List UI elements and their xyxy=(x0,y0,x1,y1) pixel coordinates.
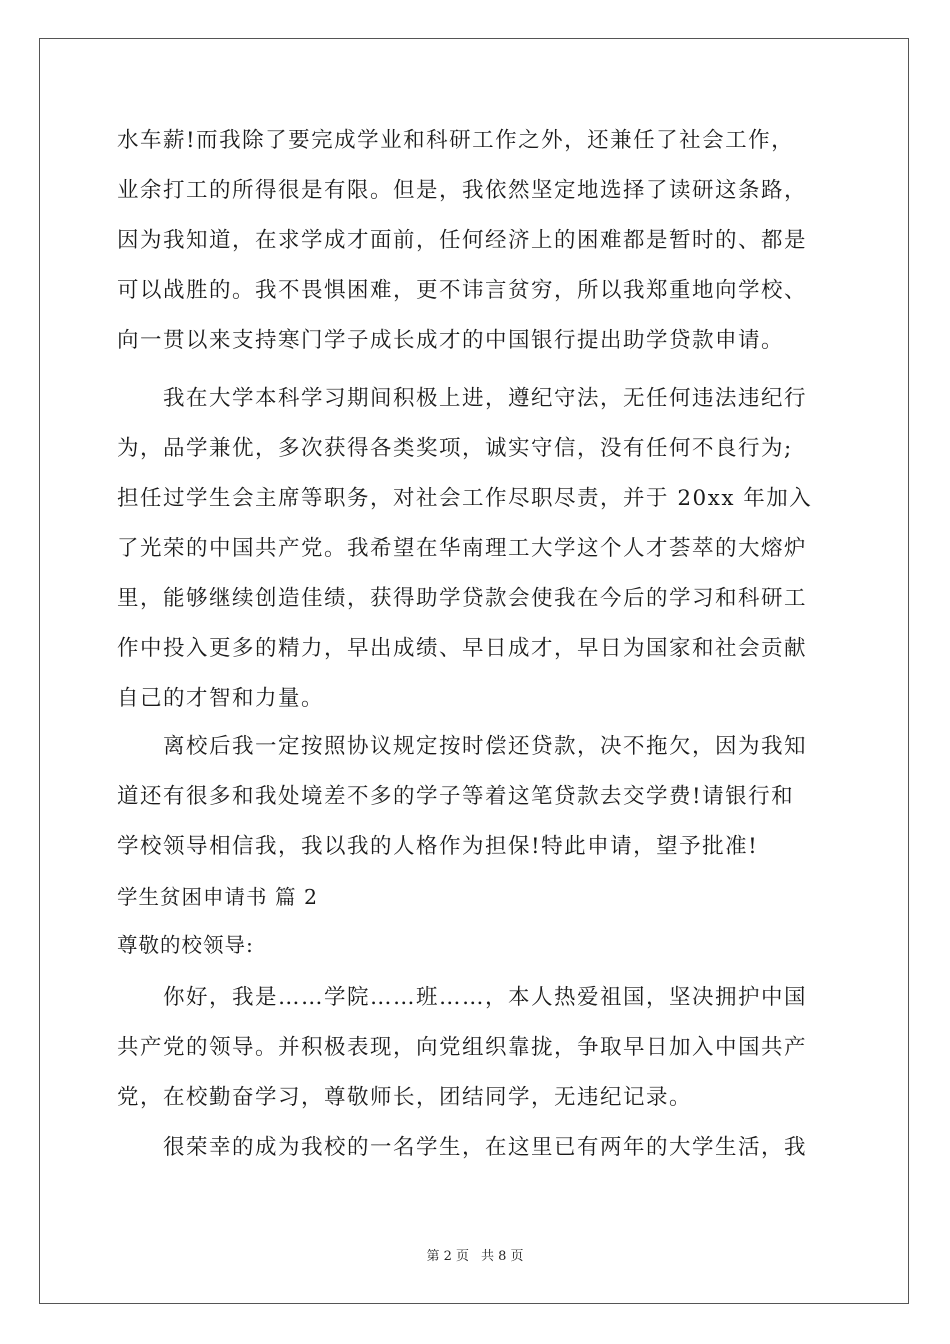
text-line: 担任过学生会主席等职务，对社会工作尽职尽责，并于 20xx 年加入 xyxy=(117,486,813,511)
salutation: 尊敬的校领导: xyxy=(117,933,254,957)
text-line: 作中投入更多的精力，早出成绩、早日成才，早日为国家和社会贡献 xyxy=(117,636,808,661)
text-line: 自己的才智和力量。 xyxy=(117,686,325,711)
text-line: 为，品学兼优，多次获得各类奖项，诚实守信，没有任何不良行为; xyxy=(117,436,793,461)
text-line: 里，能够继续创造佳绩，获得助学贷款会使我在今后的学习和科研工 xyxy=(117,586,808,611)
text-line: 道还有很多和我处境差不多的学子等着这笔贷款去交学费!请银行和 xyxy=(117,784,795,809)
text-line: 了光荣的中国共产党。我希望在华南理工大学这个人才荟萃的大熔炉 xyxy=(117,536,808,561)
text-line: 学校领导相信我，我以我的人格作为担保!特此申请，望予批准! xyxy=(117,834,759,859)
paragraph-first-line: 离校后我一定按照协议规定按时偿还贷款，决不拖欠，因为我知 xyxy=(163,734,808,759)
text-line: 业余打工的所得很是有限。但是，我依然坚定地选择了读研这条路， xyxy=(117,178,808,203)
text-line: 党，在校勤奋学习，尊敬师长，团结同学，无违纪记录。 xyxy=(117,1085,693,1110)
text-line: 可以战胜的。我不畏惧困难，更不讳言贫穷，所以我郑重地向学校、 xyxy=(117,278,808,303)
paragraph-first-line: 很荣幸的成为我校的一名学生，在这里已有两年的大学生活，我 xyxy=(163,1135,808,1160)
text-line: 向一贯以来支持寒门学子成长成才的中国银行提出助学贷款申请。 xyxy=(117,328,785,353)
paragraph-first-line: 我在大学本科学习期间积极上进，遵纪守法，无任何违法违纪行 xyxy=(163,386,808,411)
page-footer xyxy=(0,1248,950,1266)
section-heading: 学生贫困申请书 篇 2 xyxy=(117,885,319,909)
text-line: 因为我知道，在求学成才面前，任何经济上的困难都是暂时的、都是 xyxy=(117,228,808,253)
paragraph-first-line: 你好，我是……学院……班……，本人热爱祖国，坚决拥护中国 xyxy=(163,985,808,1010)
page-number: 第 2 页 xyxy=(426,1249,469,1264)
page-total: 共 8 页 xyxy=(481,1249,524,1264)
text-line: 共产党的领导。并积极表现，向党组织靠拢，争取早日加入中国共产 xyxy=(117,1035,808,1060)
text-line: 水车薪!而我除了要完成学业和科研工作之外，还兼任了社会工作， xyxy=(117,128,795,153)
